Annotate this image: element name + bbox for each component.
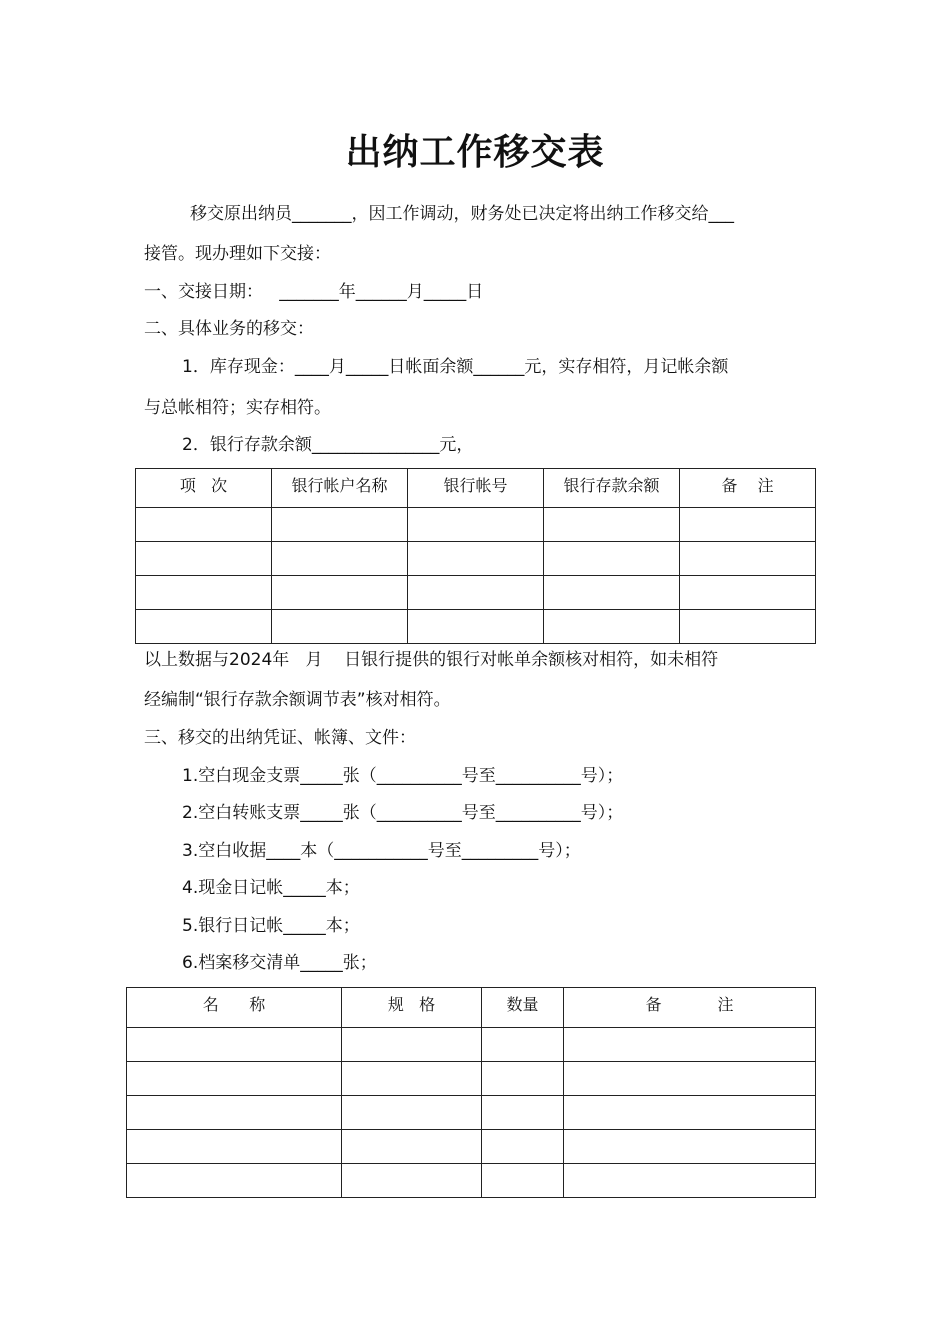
table-cell[interactable] — [544, 610, 680, 644]
table-cell[interactable] — [544, 576, 680, 610]
table-cell[interactable] — [564, 1062, 816, 1096]
intro-line-1: 移交原出纳员_______，因工作调动，财务处已决定将出纳工作移交给___ — [190, 204, 734, 224]
column-header: 备 注 — [564, 988, 816, 1028]
table-cell[interactable] — [564, 1096, 816, 1130]
table-row — [136, 610, 816, 644]
doc-item: 5.银行日记帐_____本； — [182, 916, 360, 936]
table-cell[interactable] — [127, 1130, 342, 1164]
item-cash-line-2: 与总帐相符；实存相符。 — [144, 398, 331, 418]
table-header-row — [127, 988, 816, 1028]
table-cell[interactable] — [408, 576, 544, 610]
table-cell[interactable] — [544, 508, 680, 542]
column-header: 银行存款余额 — [544, 469, 680, 508]
table-cell[interactable] — [136, 508, 272, 542]
column-header: 备 注 — [680, 469, 816, 508]
table-cell[interactable] — [482, 1096, 564, 1130]
page-title: 出纳工作移交表 — [345, 132, 605, 173]
table-cell[interactable] — [127, 1096, 342, 1130]
column-header: 银行帐户名称 — [272, 469, 408, 508]
table-cell[interactable] — [564, 1164, 816, 1198]
column-header: 名 称 — [127, 988, 342, 1028]
table-cell[interactable] — [136, 576, 272, 610]
table-cell[interactable] — [136, 542, 272, 576]
column-header: 银行帐号 — [408, 469, 544, 508]
table-cell[interactable] — [272, 576, 408, 610]
doc-item: 1.空白现金支票_____张（__________号至__________号）； — [182, 766, 624, 786]
table-row — [136, 576, 816, 610]
intro-line-2: 接管。现办理如下交接： — [144, 244, 331, 264]
table-row — [127, 1096, 816, 1130]
table-cell[interactable] — [127, 1062, 342, 1096]
column-header: 规 格 — [342, 988, 482, 1028]
table-row — [127, 1062, 816, 1096]
table-row — [136, 542, 816, 576]
table-cell[interactable] — [564, 1028, 816, 1062]
table-row — [127, 1028, 816, 1062]
table-cell[interactable] — [564, 1130, 816, 1164]
table-cell[interactable] — [342, 1062, 482, 1096]
table-cell[interactable] — [680, 508, 816, 542]
table-cell[interactable] — [482, 1130, 564, 1164]
table-cell[interactable] — [342, 1164, 482, 1198]
table-cell[interactable] — [272, 610, 408, 644]
archive-list-table — [126, 987, 816, 1198]
table-cell[interactable] — [482, 1028, 564, 1062]
table-row — [127, 1164, 816, 1198]
column-header: 数量 — [482, 988, 564, 1028]
table-cell[interactable] — [408, 508, 544, 542]
doc-item: 4.现金日记帐_____本； — [182, 878, 360, 898]
item-cash-line-1: 1．库存现金：____月_____日帐面余额______元，实存相符，月记帐余额 — [182, 357, 729, 377]
table-cell[interactable] — [680, 610, 816, 644]
table-cell[interactable] — [342, 1096, 482, 1130]
item-bank-balance: 2．银行存款余额_______________元， — [182, 435, 474, 455]
column-header: 项 次 — [136, 469, 272, 508]
reconciliation-line-2: 经编制“银行存款余额调节表”核对相符。 — [144, 690, 451, 710]
doc-item: 3.空白收据____本（___________号至_________号）； — [182, 841, 581, 861]
table-cell[interactable] — [272, 508, 408, 542]
section-documents: 三、移交的出纳凭证、帐簿、文件： — [144, 728, 416, 748]
table-header-row — [136, 469, 816, 508]
table-cell[interactable] — [544, 542, 680, 576]
table-cell[interactable] — [272, 542, 408, 576]
doc-item: 2.空白转账支票_____张（__________号至__________号）； — [182, 803, 624, 823]
table-row — [136, 508, 816, 542]
section-business-transfer: 二、具体业务的移交： — [144, 319, 314, 339]
reconciliation-line-1: 以上数据与2024年 月 日银行提供的银行对帐单余额核对相符，如未相符 — [144, 650, 719, 670]
table-cell[interactable] — [680, 576, 816, 610]
bank-account-table — [135, 468, 816, 644]
table-cell[interactable] — [136, 610, 272, 644]
table-cell[interactable] — [482, 1062, 564, 1096]
section-handover-date: 一、交接日期： _______年______月_____日 — [144, 282, 484, 302]
table-cell[interactable] — [408, 610, 544, 644]
table-cell[interactable] — [127, 1028, 342, 1062]
table-cell[interactable] — [127, 1164, 342, 1198]
table-cell[interactable] — [680, 542, 816, 576]
table-row — [127, 1130, 816, 1164]
table-cell[interactable] — [482, 1164, 564, 1198]
table-cell[interactable] — [342, 1028, 482, 1062]
table-cell[interactable] — [408, 542, 544, 576]
doc-item: 6.档案移交清单_____张； — [182, 953, 377, 973]
table-cell[interactable] — [342, 1130, 482, 1164]
